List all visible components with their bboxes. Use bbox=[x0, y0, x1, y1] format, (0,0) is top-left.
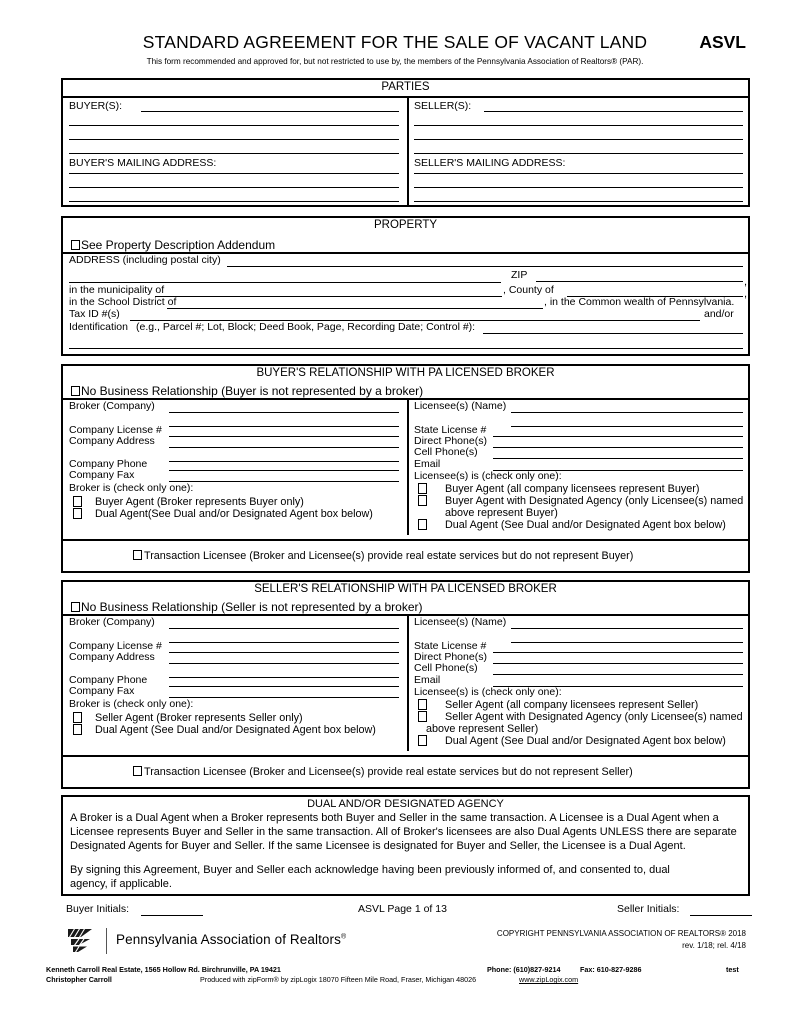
seller-transaction-licensee-row[interactable] bbox=[133, 762, 633, 780]
buyer-initials-label: Buyer Initials: bbox=[66, 903, 130, 915]
seller-transaction-licensee-label: Transaction Licensee (Broker and Licensee(s) provide real estate services but do not represent Seller) bbox=[144, 766, 633, 778]
dual-agency-para1-line3: Designated Agents for Buyer and Seller. If the same Licensee is designated for Buyer and Seller, the Licensee is a Dual Agent. bbox=[70, 840, 686, 852]
buyer-broker-dual-agent-label: Dual Agent(See Dual and/or Designated Agent box below) bbox=[95, 508, 373, 520]
buyer-mailing-line-1[interactable] bbox=[69, 173, 399, 174]
seller-company-license-line[interactable] bbox=[169, 652, 399, 653]
buyer-licensee-name-line-1[interactable] bbox=[511, 412, 743, 413]
seller-licensee-designated-agency-label-cont: above represent Seller) bbox=[426, 723, 539, 735]
property-identification-line-2[interactable] bbox=[69, 348, 743, 349]
buyer-name-line-3[interactable] bbox=[69, 139, 399, 140]
buyer-company-address-label: Company Address bbox=[69, 435, 155, 447]
dual-agency-section bbox=[61, 795, 750, 896]
seller-company-address-label: Company Address bbox=[69, 651, 155, 663]
buyer-transaction-licensee-row[interactable] bbox=[133, 546, 633, 564]
property-school-district-line[interactable] bbox=[167, 308, 543, 309]
seller-initials-label: Seller Initials: bbox=[617, 903, 680, 915]
buyer-broker-check-one-label: Broker is (check only one): bbox=[69, 482, 194, 494]
buyer-no-business-relationship-checkbox[interactable] bbox=[71, 386, 80, 396]
buyer-no-business-relationship-label: No Business Relationship (Buyer is not represented by a broker) bbox=[81, 384, 424, 398]
seller-licensee-agent-checkbox[interactable] bbox=[418, 699, 427, 710]
buyer-broker-company-line-1[interactable] bbox=[169, 412, 399, 413]
bottom-tag: test bbox=[726, 965, 739, 974]
seller-licensee-dual-agent-checkbox[interactable] bbox=[418, 735, 427, 746]
seller-licensee-designated-agency-checkbox[interactable] bbox=[418, 711, 427, 722]
buyer-broker-band-title: BUYER'S RELATIONSHIP WITH PA LICENSED BROKER bbox=[256, 367, 555, 379]
buyer-licensee-dual-agent-checkbox[interactable] bbox=[418, 519, 427, 530]
buyer-transaction-divider bbox=[63, 539, 748, 541]
page-number-label: ASVL Page 1 of 13 bbox=[358, 903, 447, 915]
dual-agency-para1-line2: Licensee represents Buyer and Seller in the same transaction. All of Broker's licensees are also Dual Agents UNLESS there are separate bbox=[70, 826, 737, 838]
par-name: Pennsylvania Association of Realtors bbox=[116, 932, 341, 947]
buyer-broker-dual-agent-checkbox[interactable] bbox=[73, 508, 82, 519]
revision-text: rev. 1/18; rel. 4/18 bbox=[682, 941, 746, 950]
seller-licensee-name-line-2[interactable] bbox=[511, 642, 743, 643]
buyer-broker-divider bbox=[63, 398, 748, 400]
zip-comma: , bbox=[744, 276, 748, 288]
form-code: ASVL bbox=[699, 32, 746, 52]
parties-section bbox=[61, 78, 750, 207]
seller-state-license-line[interactable] bbox=[493, 652, 743, 653]
buyer-cell-phone-label: Cell Phone(s) bbox=[414, 446, 478, 458]
buyer-initials-line[interactable] bbox=[141, 915, 203, 916]
seller-state-license-label: State License # bbox=[414, 640, 487, 652]
seller-mailing-line-3[interactable] bbox=[414, 201, 743, 202]
seller-broker-dual-agent-checkbox[interactable] bbox=[73, 724, 82, 735]
buyer-licensee-agent-label: Buyer Agent (all company licensees represent Buyer) bbox=[445, 483, 700, 495]
buyer-label: BUYER(S): bbox=[69, 100, 123, 112]
seller-company-license-label: Company License # bbox=[69, 640, 162, 652]
buyer-licensee-designated-agency-label: Buyer Agent with Designated Agency (only Licensee(s) named bbox=[445, 495, 744, 507]
seller-email-label: Email bbox=[414, 674, 441, 686]
buyer-mailing-line-3[interactable] bbox=[69, 201, 399, 202]
seller-licensee-dual-agent-label: Dual Agent (See Dual and/or Designated Agent box below) bbox=[445, 735, 726, 747]
seller-broker-band-title: SELLER'S RELATIONSHIP WITH PA LICENSED BROKER bbox=[254, 583, 557, 595]
seller-company-fax-label: Company Fax bbox=[69, 685, 135, 697]
buyer-broker-section bbox=[61, 364, 750, 573]
seller-broker-check-one-label: Broker is (check only one): bbox=[69, 698, 194, 710]
buyer-name-line-4[interactable] bbox=[69, 153, 399, 154]
seller-transaction-divider bbox=[63, 755, 748, 757]
seller-company-phone-line[interactable] bbox=[169, 686, 399, 687]
par-logo-text bbox=[116, 932, 346, 947]
dual-agency-para2-line1: By signing this Agreement, Buyer and Seller each acknowledge having been previously informed of, and consented to, dual bbox=[70, 864, 670, 876]
property-commonwealth-label: , in the Common wealth of Pennsylvania. bbox=[544, 296, 735, 308]
seller-broker-company-line-1[interactable] bbox=[169, 628, 399, 629]
property-tax-id-label: Tax ID #(s) bbox=[69, 308, 120, 320]
property-identification-hint: (e.g., Parcel #; Lot, Block; Deed Book, Page, Recording Date; Control #): bbox=[136, 321, 476, 333]
seller-broker-agent-label: Seller Agent (Broker represents Seller only) bbox=[95, 712, 303, 724]
buyer-licensee-designated-agency-label-cont: above represent Buyer) bbox=[445, 507, 558, 519]
dual-agency-para2-line2: agency, if applicable. bbox=[70, 878, 172, 890]
seller-no-business-relationship-checkbox[interactable] bbox=[71, 602, 80, 612]
page-title: STANDARD AGREEMENT FOR THE SALE OF VACANT LAND bbox=[142, 32, 648, 52]
property-section bbox=[61, 216, 750, 356]
page-title-row bbox=[0, 32, 790, 53]
seller-broker-agent-checkbox[interactable] bbox=[73, 712, 82, 723]
property-municipality-label: in the municipality of bbox=[69, 284, 165, 296]
parties-band-divider bbox=[63, 96, 748, 98]
seller-broker-company-label: Broker (Company) bbox=[69, 616, 155, 628]
buyer-company-fax-line[interactable] bbox=[169, 481, 399, 482]
seller-transaction-licensee-checkbox[interactable] bbox=[133, 766, 142, 776]
parties-column-divider bbox=[407, 96, 409, 205]
buyer-cell-phone-line[interactable] bbox=[493, 458, 743, 459]
seller-broker-company-line-2[interactable] bbox=[169, 642, 399, 643]
seller-licensee-agent-label: Seller Agent (all company licensees represent Seller) bbox=[445, 699, 699, 711]
buyer-company-phone-line[interactable] bbox=[169, 470, 399, 471]
see-property-description-addendum-checkbox[interactable] bbox=[71, 240, 80, 250]
see-property-description-addendum-label: See Property Description Addendum bbox=[81, 238, 276, 252]
seller-initials-line[interactable] bbox=[690, 915, 752, 916]
seller-broker-section bbox=[61, 580, 750, 789]
seller-name-line-3[interactable] bbox=[414, 139, 743, 140]
buyer-email-label: Email bbox=[414, 458, 441, 470]
buyer-broker-column-divider bbox=[407, 398, 409, 535]
seller-broker-dual-agent-label: Dual Agent (See Dual and/or Designated Agent box below) bbox=[95, 724, 376, 736]
buyer-state-license-label: State License # bbox=[414, 424, 487, 436]
property-address-label: ADDRESS (including postal city) bbox=[69, 254, 221, 266]
seller-licensee-designated-agency-label: Seller Agent with Designated Agency (only Licensee(s) named bbox=[445, 711, 743, 723]
bottom-company: Kenneth Carroll Real Estate, 1565 Hollow Rd. Birchrunville, PA 19421 bbox=[46, 965, 281, 974]
dual-agency-para1-line1: A Broker is a Dual Agent when a Broker represents both Buyer and Seller in the same transaction. A Licensee is a Dual Agent when a bbox=[70, 812, 719, 824]
buyer-licensee-check-one-label: Licensee(s) is (check only one): bbox=[414, 470, 562, 482]
buyer-licensee-name-label: Licensee(s) (Name) bbox=[414, 400, 507, 412]
seller-company-phone-label: Company Phone bbox=[69, 674, 148, 686]
par-logo-icon bbox=[66, 925, 100, 955]
property-address-line-1[interactable] bbox=[227, 266, 743, 267]
buyer-transaction-licensee-checkbox[interactable] bbox=[133, 550, 142, 560]
buyer-licensee-dual-agent-label: Dual Agent (See Dual and/or Designated Agent box below) bbox=[445, 519, 726, 531]
buyer-direct-phone-label: Direct Phone(s) bbox=[414, 435, 487, 447]
property-zip-label: ZIP bbox=[511, 269, 528, 281]
seller-broker-column-divider bbox=[407, 614, 409, 751]
buyer-broker-company-line-2[interactable] bbox=[169, 426, 399, 427]
seller-direct-phone-label: Direct Phone(s) bbox=[414, 651, 487, 663]
buyer-broker-agent-label: Buyer Agent (Broker represents Buyer only) bbox=[95, 496, 304, 508]
property-identification-line-1[interactable] bbox=[483, 333, 743, 334]
seller-cell-phone-line[interactable] bbox=[493, 674, 743, 675]
buyer-state-license-line[interactable] bbox=[493, 436, 743, 437]
par-logo-divider bbox=[106, 928, 107, 954]
buyer-company-fax-label: Company Fax bbox=[69, 469, 135, 481]
buyer-broker-agent-checkbox[interactable] bbox=[73, 496, 82, 507]
seller-mailing-address-label: SELLER'S MAILING ADDRESS: bbox=[414, 157, 566, 169]
property-and-or-label: and/or bbox=[704, 308, 734, 320]
buyer-mailing-line-2[interactable] bbox=[69, 187, 399, 188]
dual-agency-band-title: DUAL AND/OR DESIGNATED AGENCY bbox=[307, 798, 504, 810]
seller-broker-divider bbox=[63, 614, 748, 616]
seller-direct-phone-line[interactable] bbox=[493, 663, 743, 664]
seller-company-address-line-1[interactable] bbox=[169, 663, 399, 664]
bottom-produced-text: Produced with zipForm® by zipLogix 18070 Fifteen Mile Road, Fraser, Michigan 48026 bbox=[200, 975, 477, 984]
seller-name-line-2[interactable] bbox=[414, 125, 743, 126]
buyer-direct-phone-line[interactable] bbox=[493, 447, 743, 448]
buyer-licensee-name-line-2[interactable] bbox=[511, 426, 743, 427]
seller-cell-phone-label: Cell Phone(s) bbox=[414, 662, 478, 674]
seller-mailing-line-1[interactable] bbox=[414, 173, 743, 174]
buyer-mailing-address-label: BUYER'S MAILING ADDRESS: bbox=[69, 157, 217, 169]
buyer-company-license-label: Company License # bbox=[69, 424, 162, 436]
seller-mailing-line-2[interactable] bbox=[414, 187, 743, 188]
county-comma: , bbox=[744, 288, 748, 300]
buyer-company-phone-label: Company Phone bbox=[69, 458, 148, 470]
parties-band-title: PARTIES bbox=[381, 81, 430, 93]
bottom-fax: Fax: 610-827-9286 bbox=[580, 965, 642, 974]
property-address-line-2[interactable] bbox=[69, 282, 501, 283]
buyer-company-license-line[interactable] bbox=[169, 436, 399, 437]
seller-licensee-name-label: Licensee(s) (Name) bbox=[414, 616, 507, 628]
seller-name-line-1[interactable] bbox=[484, 111, 743, 112]
seller-company-fax-line[interactable] bbox=[169, 697, 399, 698]
seller-licensee-check-one-label: Licensee(s) is (check only one): bbox=[414, 686, 562, 698]
property-identification-label: Identification bbox=[69, 321, 128, 333]
bottom-phone: Phone: (610)827-9214 bbox=[487, 965, 561, 974]
form-subtitle: This form recommended and approved for, but not restricted to use by, the members of the Pennsylvania Association of Realtors® (PAR). bbox=[146, 57, 644, 66]
buyer-broker-company-label: Broker (Company) bbox=[69, 400, 155, 412]
seller-company-address-line-2[interactable] bbox=[169, 677, 399, 678]
bottom-agent: Christopher Carroll bbox=[46, 975, 112, 984]
property-zip-line[interactable] bbox=[536, 281, 743, 282]
property-county-label: , County of bbox=[503, 284, 554, 296]
buyer-company-address-line-2[interactable] bbox=[169, 461, 399, 462]
property-school-district-label: in the School District of bbox=[69, 296, 177, 308]
copyright-text: COPYRIGHT PENNSYLVANIA ASSOCIATION OF REALTORS® 2018 bbox=[496, 929, 746, 938]
buyer-licensee-agent-checkbox[interactable] bbox=[418, 483, 427, 494]
ziplogix-link[interactable]: www.zipLogix.com bbox=[519, 975, 579, 984]
buyer-transaction-licensee-label: Transaction Licensee (Broker and Licensee(s) provide real estate services but do not represent Buyer) bbox=[144, 550, 634, 562]
buyer-licensee-designated-agency-checkbox[interactable] bbox=[418, 495, 427, 506]
seller-licensee-name-line-1[interactable] bbox=[511, 628, 743, 629]
seller-name-line-4[interactable] bbox=[414, 153, 743, 154]
buyer-name-line-2[interactable] bbox=[69, 125, 399, 126]
seller-label: SELLER(S): bbox=[414, 100, 472, 112]
seller-no-business-relationship-label: No Business Relationship (Seller is not represented by a broker) bbox=[81, 600, 423, 614]
par-registered-mark: ® bbox=[340, 933, 347, 941]
buyer-company-address-line-1[interactable] bbox=[169, 447, 399, 448]
property-band-title: PROPERTY bbox=[373, 219, 438, 231]
buyer-name-line-1[interactable] bbox=[141, 111, 399, 112]
property-municipality-line[interactable] bbox=[155, 296, 502, 297]
